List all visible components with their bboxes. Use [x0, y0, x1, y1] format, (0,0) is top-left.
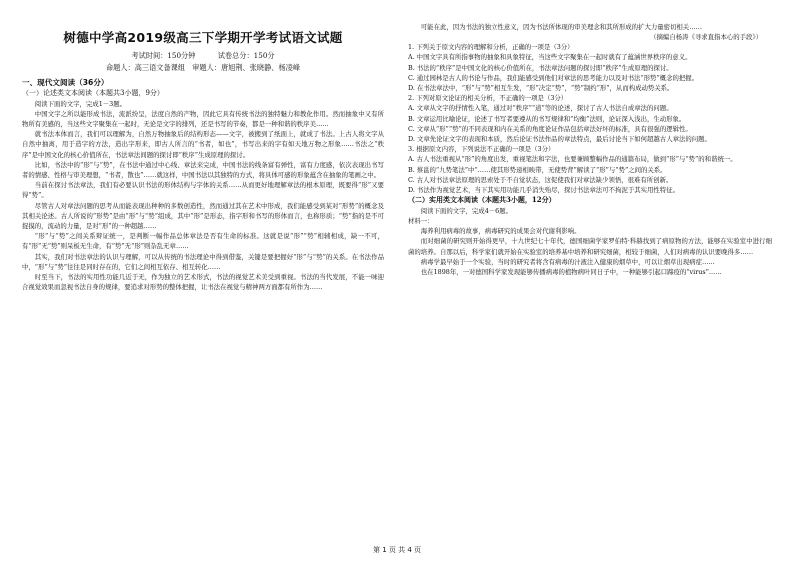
question-stem: 1. 下列关于原文内容的理解和分析，正确的一项是（3分）: [408, 43, 574, 52]
article-paragraph: 海养利用病毒的故事，病毒研究的成果会对代谢利影响。: [420, 227, 581, 236]
page-footer: 第 1 页 共 4 页: [372, 546, 422, 554]
exam-meta: [22, 50, 384, 62]
option-b: B. 书法的“秩序”是中国文化的核心价值所在，书法章法问题的探讨即“秩序”生成原理的探讨。: [408, 63, 673, 72]
option-a: A. 文章从文字的抒情性入笔，通过对“秩序”“道”等的论述，探讨了古人书法自成章法的问题。: [408, 104, 673, 113]
option-a: A. 古人书法重视从“形”的角度出发，重视笔法和字法，也要兼顾整幅作品的通篇布局，做到“形”与“势”的和谐统一。: [408, 155, 737, 164]
subsection-heading: （一）论述类文本阅读（本题共3小题，9分）: [22, 89, 164, 97]
exam-score: 试卷总分：150分: [217, 51, 275, 60]
option-c: C. 通过园林是古人的书论与作品，我们能感受到他们对章法的思考能力以及对书法“形势”概念的把握。: [408, 73, 699, 82]
question-1: [408, 42, 772, 93]
source-citation: （摘编自杨涛《寻求直指本心的手段》）: [650, 33, 762, 42]
exam-time: 考试时间：150分钟: [131, 51, 196, 60]
article-paragraph: “形”与“势”之间关系辩证统一，是判断一幅作品总体章法是否有生命的标准。这就是说“形”“势”相辅相成，缺一不可，有“形”无“势”则呆板无生命，有“势”无“形”则杂乱无章……: [22, 232, 384, 251]
article-paragraph: 当前在探讨书法章法，我们有必要认识书法的形体结构与字体的关系……从而更好地理解章法的根本原理，既要得“形”又要得“势”。: [22, 181, 384, 200]
option-d: D. 在书法章法中，“形”与“势”相互生发，“形”决定“势”，“势”制约“形”，从而构成动势关系。: [408, 84, 674, 93]
exam-title: 树德中学高2019级高三下学期开学考试语文试题: [63, 30, 343, 45]
option-b: B. 文章运用比喻论证，论述了书写者要遵从的书写规律和“均衡”法则，论证深入浅出，生动形象。: [408, 114, 686, 123]
article-paragraph: 也在1898年，一对德国科学家发现能够传播病毒的植物病叶同日子中，一种能够引起口蹄疫的“virus”……: [420, 267, 722, 276]
article-paragraph: 比如，书法中的“形”与“势”，在书法中通过中心线、章法来完成，中国书法的线条富有弹性，富有力度感，依次表现出书写者的情感、性格与审美理想，“书者，散也”……就这样，中国书法以其独特的方式，将具体可感的形象蕴含在抽象的笔画之中。: [22, 160, 384, 179]
question-stem: 3. 根据原文内容，下列说法不正确的一项是（3分）: [408, 145, 555, 154]
option-b: B. 蔡邕的“九势笔法”中“……使其形势递相映带，无使势背”解读了“形”与“势”之间的关系。: [408, 165, 667, 174]
article-paragraph: 可能在此，因为书法的独立性意义，因为书法所体现的审美理念和其所形成的扩大力量密切相关……: [420, 23, 702, 31]
article-paragraph: 尽管古人对章法问题的思考从而能表现出种种的多数创造性，然而通过其在艺术中形成，我们能感受到某对“形势”的概念及其相关论述。古人所说的“形势”是由“形”与“势”组成，其中“形”是形态，指字形和书写的形体而言，也称形质；“势”指的是不可捉摸的，流动的力量，是对“形”的一种超越……: [22, 201, 384, 230]
article-paragraph: 而对细菌的研究则开始得更早，十九世纪七十年代，德国细菌学家罗伯特·科赫找到了病原物的方法，能够在实验室中进行细菌的培养。自那以后，科学家们就开始在实验室的培养基中培养和研究细菌，相较于细菌，人们对病毒的认识要晚得多……: [408, 237, 772, 256]
option-a: A. 中国文字具有所指事物的抽象和具象特征，当这些文字聚集在一起时就有了蕴涵世界秩序的意义。: [408, 53, 692, 62]
left-column: [22, 22, 384, 292]
option-d: D. 书法作为视觉艺术，当下其实用功能几乎消失殆尽，探讨书法章法可不拘泥于其实用性特征。: [408, 186, 679, 195]
article-paragraph: 病毒学最早始于一个实验，当时的研究者将含有病毒的汁液注入健康的烟草中，可以让烟草出现病症……: [420, 257, 715, 266]
right-column: [408, 22, 772, 277]
option-d: D. 文章先论证文字的表现和本质，然后论证书法作品的章法特点，最后讨论当下如何超越古人章法的问题。: [408, 135, 711, 144]
subsection-heading: （二）实用类文本阅读（本题共3小题，12分）: [408, 195, 556, 205]
intro-text: 阅读下面的文字，完成4－6题。: [420, 206, 513, 215]
article-paragraph: 其实，我们对书法章法的认识与理解，可以从传统的书法理论中得到借鉴，关键是要把握好“形”与“势”的关系。在书法作品中，“形”与“势”往往是同时存在的，它们之间相互依存、相互转化……: [22, 252, 384, 271]
question-3: [408, 144, 772, 195]
question-stem: 2. 下列对原文论证的相关分析，不正确的一项是（3分）: [408, 94, 568, 103]
question-2: [408, 93, 772, 144]
option-c: C. 文章从“形”“势”的不同表现和内在关系的角度论证作品包括章法好坏的标准，具有很强的逻辑性。: [408, 124, 692, 133]
article-paragraph: 时至当下，书法的实用性功能几近于无，作为独立的艺术形式，书法的视觉艺术美受到重视。书法的当代发展，不能一味迎合视觉效果而忽视书法自身的规律，要追求对形势的整体把握，让书法在视觉与精神两方面都有所作为……: [22, 272, 384, 292]
material-label: 材料一：: [408, 216, 434, 225]
article-paragraph: 就书法本体而言，我们可以理解为，自然万物抽象后的结构形态——文字，被搬到了纸面上，就成了书法。上古人将文字从自然中抽离，用于造字的方法，造出字形来，即古人所言的“书者，如也”，书写出来的字有如天地万物之形象……书法之“秩序”是中国文化的核心价值所在，书法章法间题的探讨即“秩序”生成原理的探讨。: [22, 130, 384, 159]
section-heading: 一、现代文阅读（36分）: [22, 78, 109, 87]
option-c: C. 古人对书法章法原理的思索处于不自觉状态，这促使我们对章法缺少领悟，很难有所创新。: [408, 175, 673, 184]
intro-text: 阅读下面的文字，完成1－3题。: [34, 99, 127, 108]
article-paragraph: 中国文字之所以能形成书法，流派纷呈，法度自然的产物，因此它具有传统书法的独特魅力和教化作用。然而抽象中又有所物所有美感的，当这些文字聚集在一起时，无论是文字的排列，还是书写的节奏，都是一种和谐的秩序美……: [22, 109, 384, 128]
exam-authors: 命题人：高三语文备课组 审题人：唐旭荆、张晓静、杨凌峰: [105, 63, 301, 72]
